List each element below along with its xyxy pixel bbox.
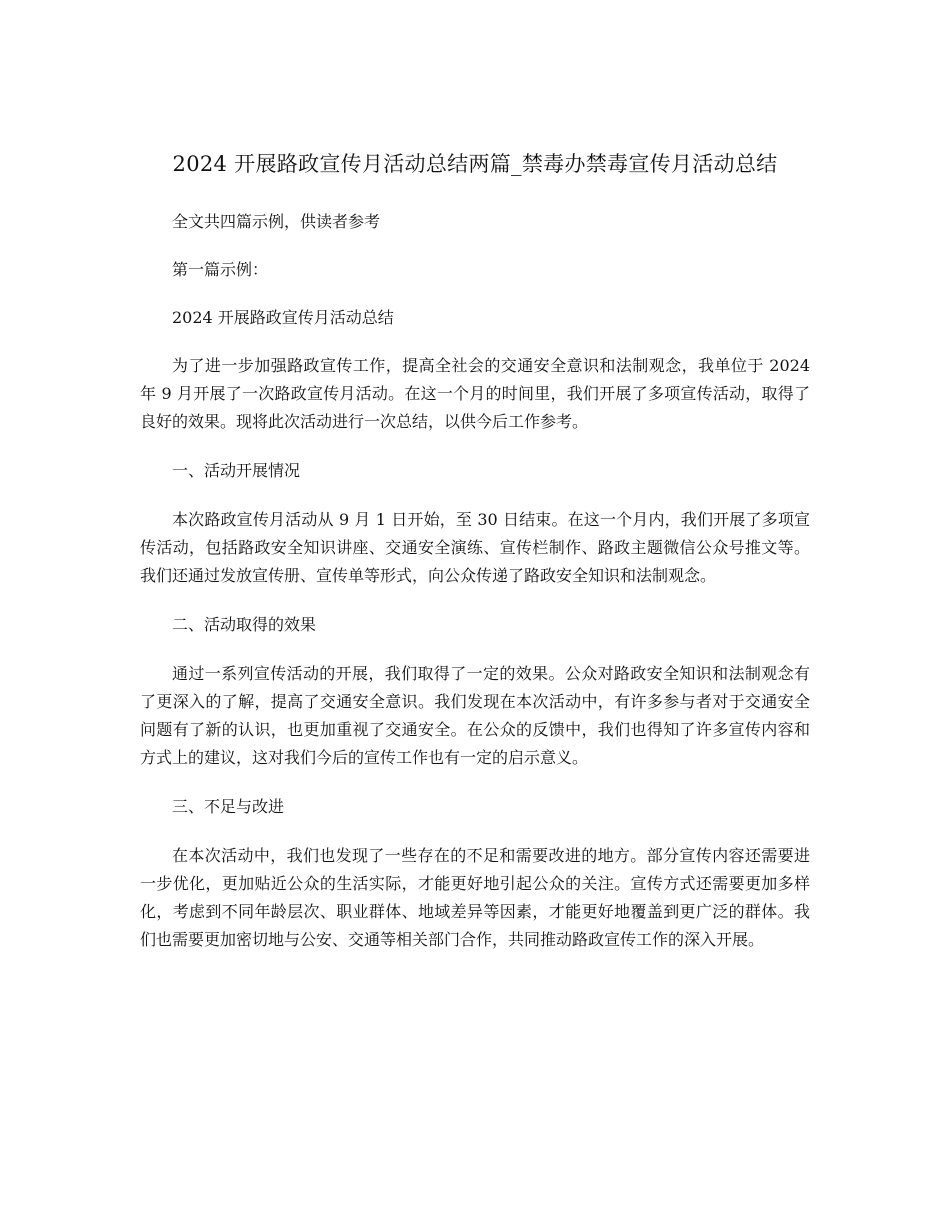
section-heading-3: 三、不足与改进 xyxy=(172,797,285,816)
example-title: 2024 开展路政宣传月活动总结 xyxy=(172,308,394,327)
intro-note: 全文共四篇示例，供读者参考 xyxy=(172,212,381,231)
paragraph-section-1: 本次路政宣传月活动从 9 月 1 日开始，至 30 日结束。在这一个月内，我们开展了多项宣传活动，包括路政安全知识讲座、交通安全演练、宣传栏制作、路政主题微信公众号推文等。我们还通过发放宣传册、宣传单等形式，向公众传递了路政安全知识和法制观念。 xyxy=(140,510,810,585)
paragraph-section-2: 通过一系列宣传活动的开展，我们取得了一定的效果。公众对路政安全知识和法制观念有了更深入的了解，提高了交通安全意识。我们发现在本次活动中，有许多参与者对于交通安全问题有了新的认识，也更加重视了交通安全。在公众的反馈中，我们也得知了许多宣传内容和方式上的建议，这对我们今后的宣传工作也有一定的启示意义。 xyxy=(140,664,810,767)
example-label: 第一篇示例： xyxy=(172,260,269,279)
paragraph-section-3: 在本次活动中，我们也发现了一些存在的不足和需要改进的地方。部分宣传内容还需要进一步优化，更加贴近公众的生活实际，才能更好地引起公众的关注。宣传方式还需要更加多样化，考虑到不同年龄层次、职业群体、地域差异等因素，才能更好地覆盖到更广泛的群体。我们也需要更加密切地与公安、交通等相关部门合作，共同推动路政宣传工作的深入开展。 xyxy=(140,846,810,949)
paragraph-intro: 为了进一步加强路政宣传工作，提高全社会的交通安全意识和法制观念，我单位于 2024 年 9 月开展了一次路政宣传月活动。在这一个月的时间里，我们开展了多项宣传活动，取得了良好的效果。现将此次活动进行一次总结，以供今后工作参考。 xyxy=(140,356,810,431)
section-heading-1: 一、活动开展情况 xyxy=(172,461,301,480)
section-heading-2: 二、活动取得的效果 xyxy=(172,615,317,634)
document-title: 2024 开展路政宣传月活动总结两篇_禁毒办禁毒宣传月活动总结 xyxy=(172,152,778,176)
document-body xyxy=(140,208,810,954)
